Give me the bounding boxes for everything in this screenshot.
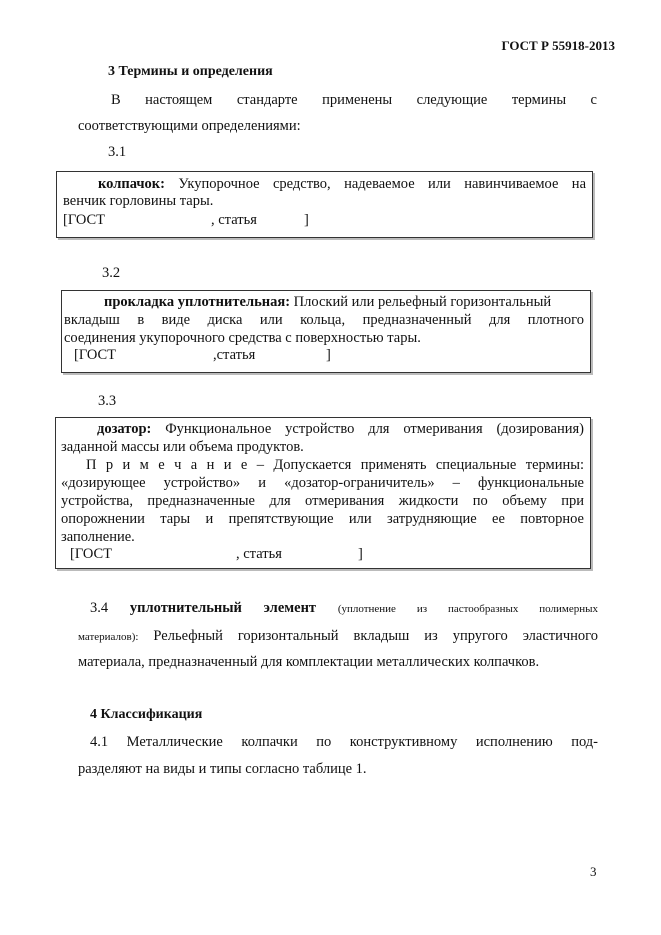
term-definition-line	[104, 294, 551, 311]
term-source-close: ]	[304, 212, 309, 228]
term-definition-line: венчик горловины тары.	[63, 193, 214, 209]
term-box-3-3	[55, 417, 591, 569]
intro-line-1: В настоящем стандарте применены следующие термины с	[111, 92, 597, 108]
term-source-close: ]	[358, 546, 363, 562]
term-name: прокладка уплотнительная:	[104, 294, 291, 310]
term-source-article: , статья	[211, 212, 257, 228]
term-qualifier-end: материалов):	[78, 631, 139, 643]
term-note-line: «дозирующее устройство» и «дозатор-ограничитель» – функциональные	[61, 475, 584, 491]
term-definition-line	[97, 421, 584, 438]
term-3-4-line-1	[90, 600, 598, 617]
page-number: 3	[590, 864, 597, 879]
term-3-4-line-2	[78, 628, 598, 645]
term-box-3-1	[56, 171, 593, 238]
term-note-line: опорожнении тары и препятствующие или затрудняющие ее повторное	[61, 511, 584, 527]
term-definition-text: Функциональное устройство для отмеривания (дозирования)	[165, 421, 585, 437]
term-definition-text: Плоский или рельефный горизонтальный	[293, 294, 552, 310]
term-definition-line: соединения укупорочного средства с поверхностью тары.	[64, 330, 421, 346]
section-4-line-2: разделяют на виды и типы согласно таблице 1.	[78, 761, 367, 777]
term-definition-text: Укупорочное средство, надеваемое или навинчиваемое на	[178, 176, 587, 192]
term-source-open: [ГОСТ	[63, 212, 106, 228]
term-qualifier: (уплотнение из пастообразных полимерных	[337, 603, 598, 615]
term-number-3-1: 3.1	[108, 144, 127, 160]
term-name: дозатор:	[97, 421, 152, 437]
term-box-3-2	[61, 290, 591, 373]
term-source-article: ,статья	[213, 347, 256, 363]
term-name: колпачок:	[98, 176, 165, 192]
intro-line-2: соответствующими определениями:	[78, 118, 301, 134]
document-id: ГОСТ Р 55918-2013	[501, 38, 615, 53]
term-source-open: [ГОСТ	[74, 347, 117, 363]
section-3-heading: 3 Термины и определения	[108, 64, 273, 79]
term-number-3-2: 3.2	[102, 265, 121, 281]
term-note-line: устройства, предназначенные для отмеривания жидкости по объему при	[61, 493, 584, 509]
term-definition-line: заданной массы или объема продуктов.	[61, 439, 304, 455]
term-definition-text: Рельефный горизонтальный вкладыш из упругого эластичного	[153, 628, 598, 644]
term-note-line	[86, 457, 584, 474]
term-name: уплотнительный элемент	[129, 600, 317, 616]
term-source-open: [ГОСТ	[70, 546, 113, 562]
term-note-text: – Допускается применять специальные термины:	[256, 457, 585, 473]
section-4-line-1: 4.1 Металлические колпачки по конструктивному исполнению под-	[90, 734, 598, 750]
term-number-3-4: 3.4	[90, 600, 109, 616]
term-source-article: , статья	[236, 546, 282, 562]
term-definition-line: вкладыш в виде диска или кольца, предназначенный для плотного	[64, 312, 584, 328]
term-source-close: ]	[326, 347, 331, 363]
term-3-4-line-3: материала, предназначенный для комплектации металлических колпачков.	[78, 654, 540, 670]
term-definition-line	[98, 176, 586, 193]
section-4-heading: 4 Классификация	[90, 707, 203, 722]
term-note-line: заполнение.	[61, 529, 135, 545]
term-note-label: П р и м е ч а н и е	[86, 457, 248, 473]
term-number-3-3: 3.3	[98, 393, 117, 409]
